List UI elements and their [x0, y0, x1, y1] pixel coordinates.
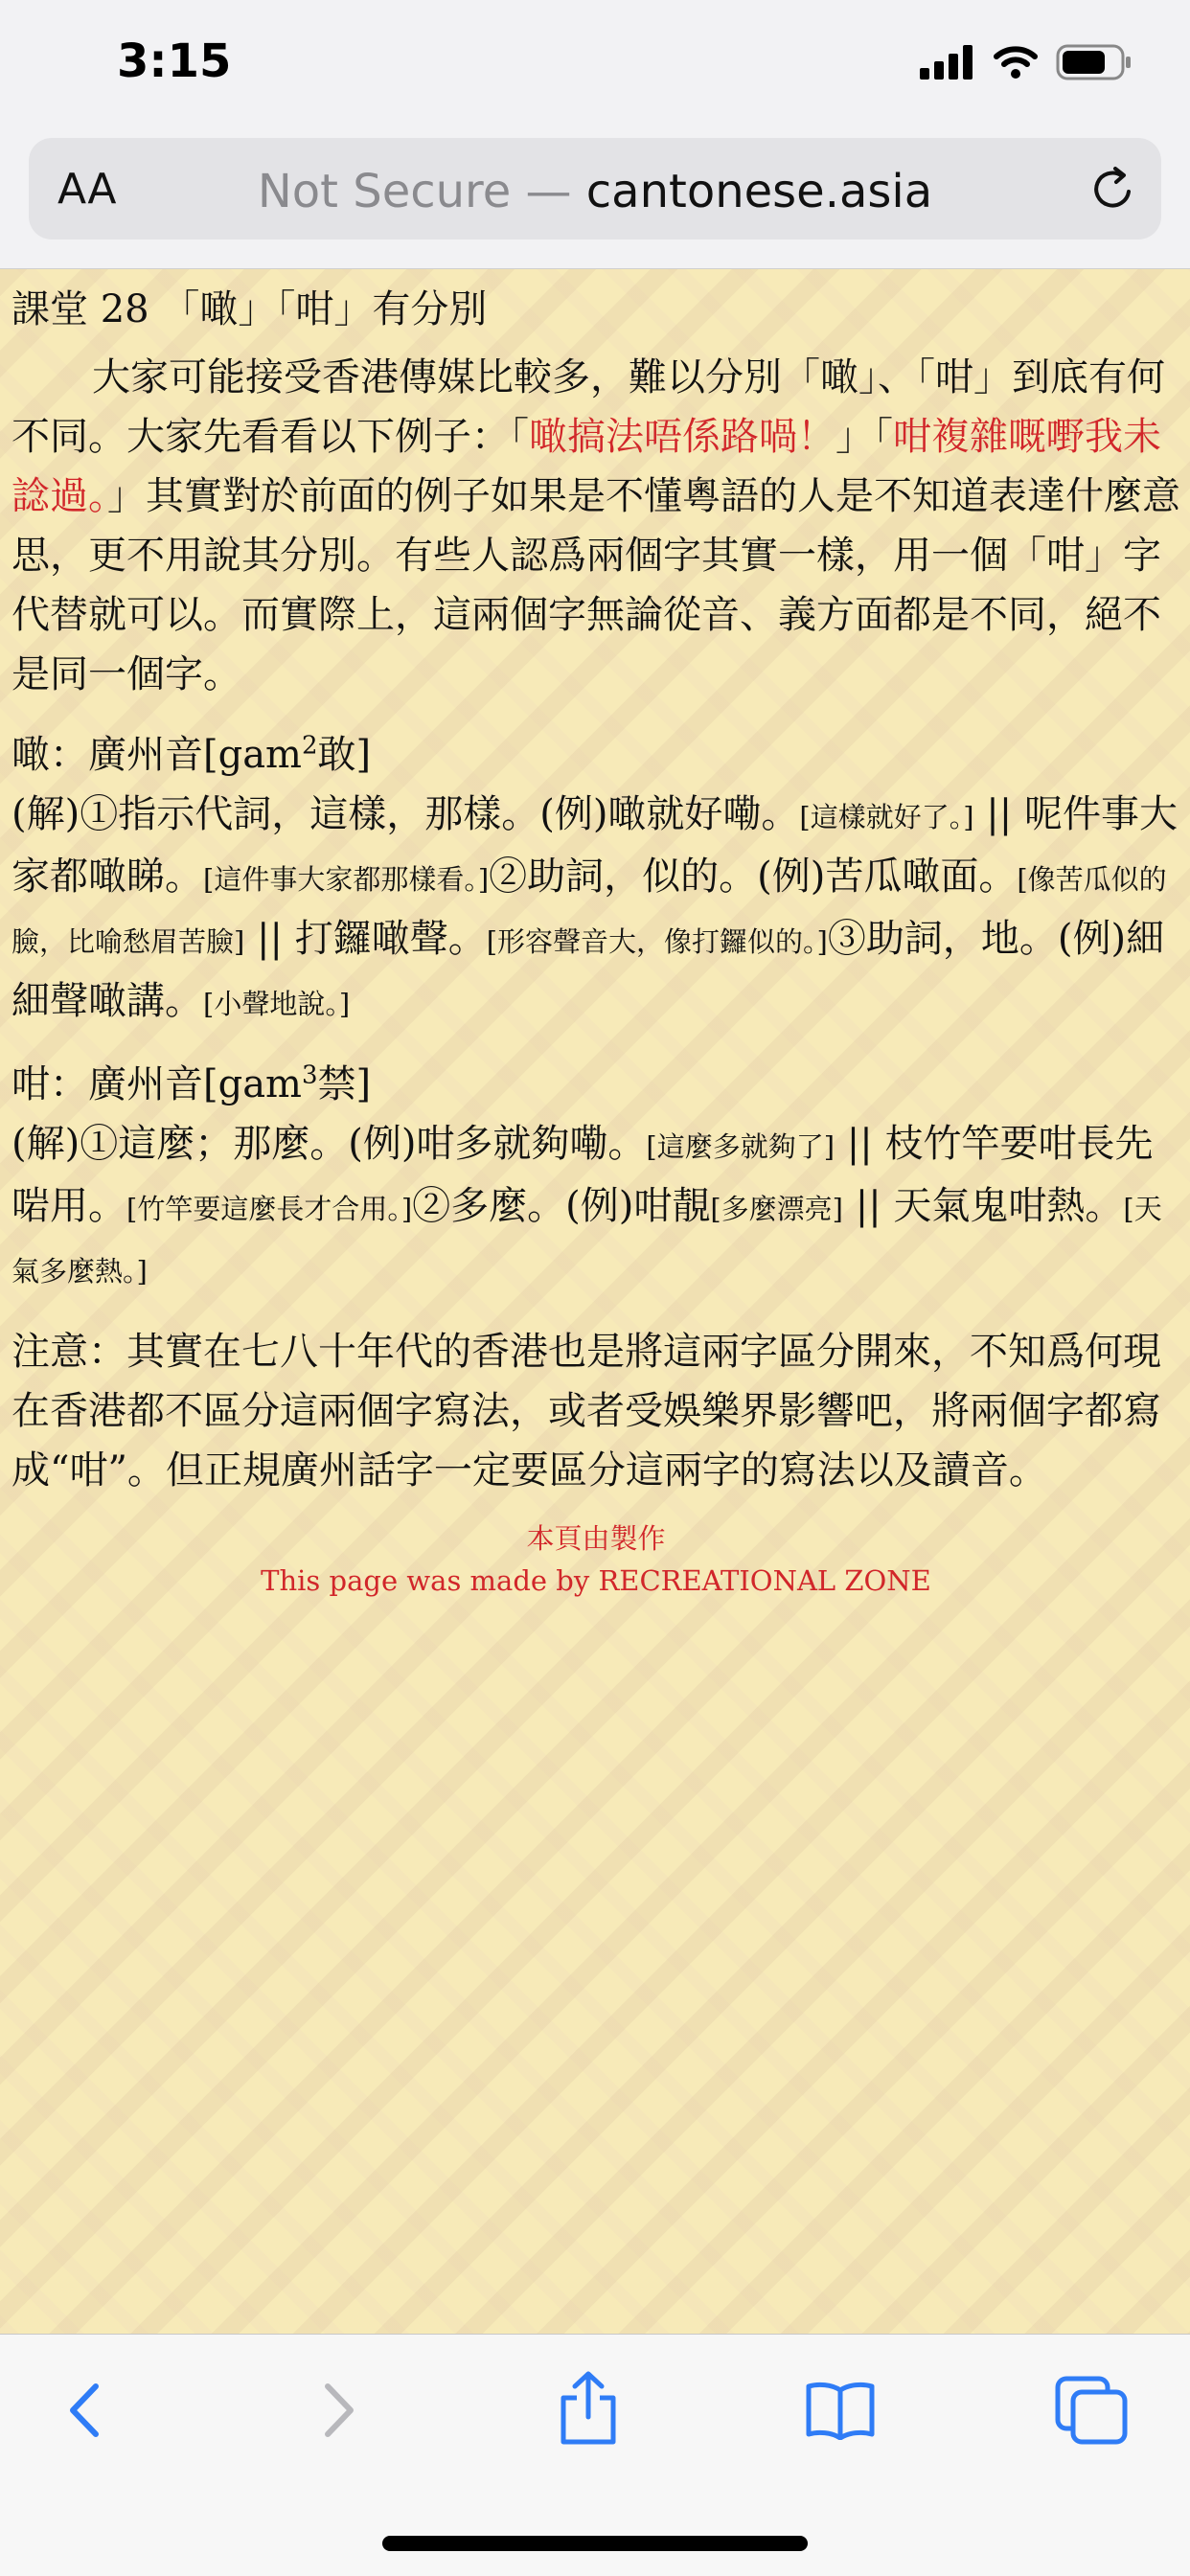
- lesson-title: 課堂 28 「噉」「咁」有分別: [11, 287, 488, 331]
- share-icon[interactable]: [554, 2369, 623, 2446]
- translation-note: [竹竿要這麼長才合用。]: [126, 1193, 413, 1225]
- definition-text: || 打鑼噉聲。: [244, 917, 487, 961]
- forward-icon[interactable]: [310, 2377, 364, 2444]
- entry-heading-text: 禁]: [317, 1062, 372, 1106]
- tone-number: 2: [302, 731, 318, 761]
- translation-note: [這麼多就夠了]: [646, 1130, 835, 1163]
- example-2: 咁複雜嘅嘢我未諗過。: [11, 415, 1161, 518]
- credit-line-1: 本頁由製作: [526, 1522, 666, 1555]
- status-icons: [920, 44, 1133, 80]
- tabs-icon[interactable]: [1054, 2375, 1129, 2446]
- entry-heading-text: 敢]: [317, 733, 372, 777]
- translation-note: [小聲地說。]: [203, 988, 351, 1020]
- translation-note: [這樣就好了。]: [799, 801, 974, 833]
- definition-text: || 呢件事大家都噉睇。: [11, 792, 1178, 899]
- intro-paragraph: [11, 348, 1180, 704]
- entry-heading-gam2: [11, 725, 1180, 785]
- intro-text-3: 」其實對於前面的例子如果是不懂粵語的人是不知道表達什麼意思，更不用說其分別。有些人認爲兩個字其實一樣，用一個「咁」字代替就可以。而實際上，這兩個字無論從音、義方面都是不同，絕不是同一個字。: [11, 474, 1180, 696]
- status-time: 3:15: [117, 34, 232, 88]
- translation-note: [多麼漂亮]: [710, 1193, 843, 1225]
- url-display[interactable]: [29, 165, 1161, 218]
- back-icon[interactable]: [59, 2377, 113, 2444]
- security-label: Not Secure —: [257, 165, 572, 218]
- definition-text: ②多麼。(例)咁靚: [412, 1184, 711, 1228]
- entry-definition-gam2: [11, 785, 1180, 1034]
- status-bar: [0, 0, 1190, 134]
- entry-definition-gam3: [11, 1114, 1180, 1301]
- definition-text: ②助詞，似的。(例)苦瓜噉面。: [489, 855, 1018, 899]
- address-bar-area: [0, 134, 1190, 269]
- entry-heading-gam3: [11, 1055, 1180, 1114]
- entry-heading-text: 咁：廣州音[gam: [11, 1062, 302, 1106]
- definition-text: (解)①這麼；那麼。(例)咁多就夠嘞。: [11, 1122, 647, 1166]
- translation-note: [這件事大家都那樣看。]: [203, 863, 490, 896]
- translation-note: [像苦瓜似的臉，比喻愁眉苦臉]: [11, 863, 1167, 958]
- entry-heading-text: 噉：廣州音[gam: [11, 733, 302, 777]
- intro-text-2: 」「: [835, 415, 893, 459]
- definition-text: (解)①指示代詞，這樣，那樣。(例)噉就好嘞。: [11, 792, 800, 836]
- translation-note: [天氣多麼熱。]: [11, 1193, 1162, 1288]
- note-paragraph: 注意：其實在七八十年代的香港也是將這兩字區分開來，不知爲何現在香港都不區分這兩個字寫法，或者受娛樂界影響吧，將兩個字都寫成“咁”。但正規廣州話字一定要區分這兩字的寫法以及讀音。: [11, 1330, 1161, 1493]
- definition-text: ③助詞，地。(例)細細聲噉講。: [11, 917, 1165, 1023]
- page-content: [0, 269, 1190, 2334]
- reload-icon[interactable]: [1087, 163, 1140, 217]
- credit-line-2: This page was made by RECREATIONAL ZONE: [261, 1564, 931, 1597]
- tone-number: 3: [302, 1060, 318, 1090]
- intro-text-1: 大家可能接受香港傳媒比較多，難以分別「噉」、「咁」到底有何不同。大家先看看以下例子：「: [11, 355, 1165, 459]
- lesson-body: [11, 281, 1180, 1602]
- wifi-icon: [993, 45, 1039, 80]
- battery-icon: [1056, 44, 1133, 80]
- example-1: 噉搞法唔係路喎！: [529, 415, 835, 459]
- home-indicator: [382, 2536, 808, 2551]
- definition-text: || 天氣鬼咁熱。: [843, 1184, 1124, 1228]
- text-size-label: AA: [57, 165, 117, 214]
- address-bar[interactable]: [29, 138, 1161, 239]
- translation-note: [形容聲音大，像打鑼似的。]: [486, 925, 828, 958]
- bookmarks-icon[interactable]: [805, 2379, 876, 2440]
- page-credit: [11, 1517, 1180, 1602]
- definition-text: || 枝竹竿要咁長先啱用。: [11, 1122, 1154, 1228]
- signal-icon: [920, 45, 975, 80]
- domain-label: cantonese.asia: [585, 165, 933, 218]
